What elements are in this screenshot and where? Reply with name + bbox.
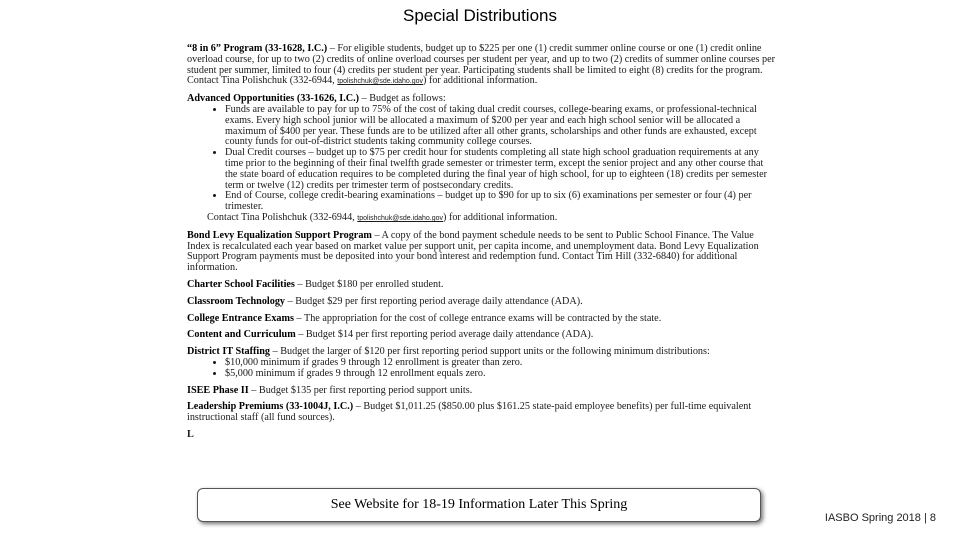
section-isee bbox=[187, 386, 777, 397]
section-content-curriculum bbox=[187, 330, 777, 341]
section-heading: Leadership Premiums (33-1004J, I.C.) bbox=[187, 401, 354, 413]
list-item: • $5,000 minimum if grades 9 through 12 enrollment equals zero. bbox=[225, 369, 777, 380]
slide-footer: IASBO Spring 2018 | 8 bbox=[824, 512, 936, 524]
list-item: • Dual Credit courses – budget up to $75 per credit hour for students completing all state high school graduation requirements at any time prior to the beginning of their final twelfth grade semester or trimester term, except the senior project and any other course that the state board of education requires to be completed during the final year of high school, for up to eighteen (18) credits per semester term or twelve (12) credits per trimester term of postsecondary credits. bbox=[225, 148, 777, 191]
slide-title: Special Distributions bbox=[402, 6, 557, 25]
section-heading: Classroom Technology bbox=[187, 295, 286, 307]
section-heading: ISEE Phase II bbox=[187, 384, 249, 396]
section-text: – Budget as follows: bbox=[359, 93, 446, 105]
section-college-entrance bbox=[187, 314, 777, 325]
section-cut-off: L bbox=[187, 428, 194, 440]
section-8-in-6 bbox=[187, 44, 777, 88]
bullet-list bbox=[187, 105, 777, 213]
section-text: – Budget the larger of $120 per first reporting period support units or the following minimum distributions: bbox=[270, 346, 710, 358]
section-text: ) for additional information. bbox=[423, 75, 538, 87]
bullet-list bbox=[187, 358, 777, 380]
section-heading: Bond Levy Equalization Support Program bbox=[187, 229, 372, 241]
section-heading: District IT Staffing bbox=[187, 346, 271, 358]
section-heading: “8 in 6” Program (33-1628, I.C.) bbox=[187, 44, 328, 54]
list-item: • End of Course, college credit-bearing examinations – budget up to $90 for up to six (6) examinations per semester or four (4) per trimester. bbox=[225, 191, 777, 213]
section-heading: Charter School Facilities bbox=[187, 278, 295, 290]
contact-line bbox=[187, 213, 777, 225]
section-charter-facilities bbox=[187, 280, 777, 291]
section-text: – Budget $29 per first reporting period average daily attendance (ADA). bbox=[285, 295, 583, 307]
section-text: – A copy of the bond payment schedule needs to be sent to Public School Finance. The Value Index is recalculated each year based on market value per support unit, per capita income, and unemployment data. Bond Levy Equalization Support Program payments must be deposited into your bond interest and redemption fund. Contact Tim Hill (332-6840) for additional information. bbox=[187, 229, 759, 274]
section-text: – Budget $1,011.25 ($850.00 plus $161.25 state-paid employee benefits) per full-time equivalent instructional staff (all fund sources). bbox=[187, 401, 752, 424]
section-leadership-premiums bbox=[187, 402, 777, 424]
document-scan bbox=[187, 44, 777, 514]
section-text: – Budget $14 per first reporting period average daily attendance (ADA). bbox=[295, 329, 594, 341]
section-text: – For eligible students, budget up to $225 per one (1) credit summer online course or one (1) credit online overload course, for up to two (2) credits of online overload courses per student per year, and up to two (2) credits of summer online courses per student per summer, limited to four (4) credits per student per year. Participating students shall be limited to eight (8) credits for the program. Contact Tina Polishchuk (332-6944, bbox=[187, 44, 776, 87]
section-text: – The appropriation for the cost of college entrance exams will be contracted by the state. bbox=[293, 312, 662, 324]
section-text: ) for additional information. bbox=[443, 211, 558, 223]
list-item: • $10,000 minimum if grades 9 through 12 enrollment is greater than zero. bbox=[225, 358, 777, 369]
callout-box: See Website for 18-19 Information Later This Spring bbox=[197, 488, 761, 522]
list-item: • Funds are available to pay for up to 75% of the cost of taking dual credit courses, college-bearing exams, or professional-technical exams. Every high school junior will be allocated a maximum of $200 per year and each high school senior will be allocated a maximum of $400 per year. These funds are to be utilized after all other grants, scholarships and other funds are exhausted, except county funds for out-of-district students taking community college courses. bbox=[225, 105, 777, 148]
section-classroom-technology bbox=[187, 297, 777, 308]
section-heading: Advanced Opportunities (33-1626, I.C.) bbox=[187, 93, 360, 105]
email-link: tpolishchuk@sde.idaho.gov bbox=[337, 78, 423, 86]
section-text: – Budget $135 per first reporting period support units. bbox=[248, 384, 473, 396]
email-link: tpolishchuk@sde.idaho.gov bbox=[357, 214, 443, 222]
section-heading: Content and Curriculum bbox=[187, 329, 296, 341]
section-heading: College Entrance Exams bbox=[187, 312, 294, 324]
section-text: – Budget $180 per enrolled student. bbox=[294, 278, 444, 290]
section-text: Contact Tina Polishchuk (332-6944, bbox=[207, 211, 358, 223]
section-bond-levy bbox=[187, 231, 777, 274]
